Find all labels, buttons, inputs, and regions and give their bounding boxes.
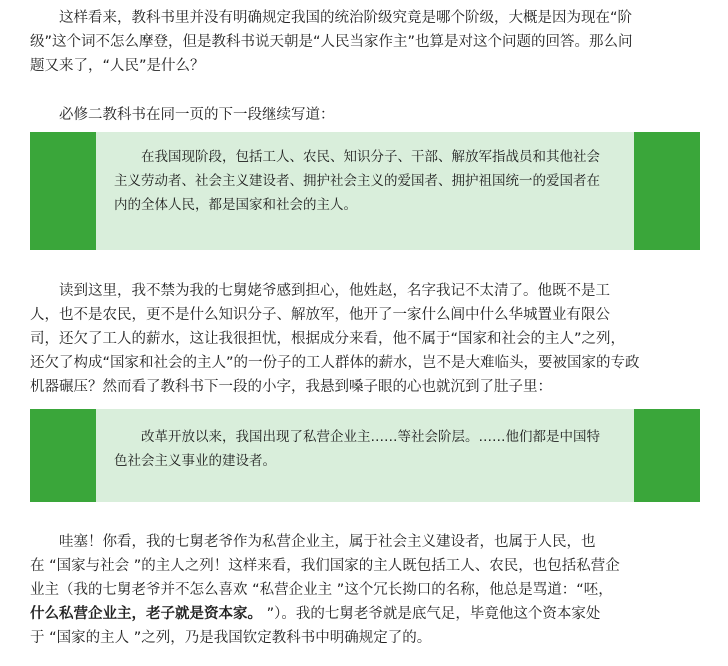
paragraph-line: 读到这里，我不禁为我的七舅姥爷感到担心，他姓赵，名字我记不太清了。他既不是工 bbox=[59, 283, 610, 299]
paragraph-4 bbox=[30, 530, 702, 650]
paragraph-3 bbox=[30, 279, 702, 399]
quote-right-bar bbox=[634, 409, 700, 502]
quote-block-1 bbox=[30, 132, 700, 250]
quote-line: 色社会主义事业的建设者。 bbox=[114, 453, 276, 469]
paragraph-line: 哇塞！你看，我的七舅老爷作为私营企业主，属于社会主义建设者，也属于人民，也 bbox=[59, 534, 596, 550]
quote-body bbox=[96, 132, 634, 250]
paragraph-1 bbox=[30, 6, 702, 78]
paragraph-line: 人，也不是农民，更不是什么知识分子、解放军，他开了一家什么阊中什么华城置业有限公 bbox=[30, 307, 610, 323]
paragraph-line: 题又来了，“人民”是什么？ bbox=[30, 58, 205, 74]
quote-line: 内的全体人民，都是国家和社会的主人。 bbox=[114, 197, 357, 213]
paragraph-line bbox=[30, 602, 702, 626]
paragraph-line: 必修二教科书在同一页的下一段继续写道： bbox=[59, 107, 335, 123]
quote-block-2 bbox=[30, 409, 700, 502]
quote-left-bar bbox=[30, 409, 96, 502]
paragraph-line: 在 “国家与社会 ”的主人之列！这样来看，我们国家的主人既包括工人、农民，也包括私营企 bbox=[30, 558, 620, 574]
paragraph-line: 于 “国家的主人 ”之列，乃是我国钦定教科书中明确规定了的。 bbox=[30, 630, 432, 646]
paragraph-line: 级”这个词不怎么摩登，但是教科书说天朝是“人民当家作主”也算是对这个问题的回答。那么问 bbox=[30, 34, 633, 50]
quote-line: 主义劳动者、社会主义建设者、拥护社会主义的爱国者、拥护祖国统一的爱国者在 bbox=[114, 173, 600, 189]
paragraph-text: ”）。我的七舅老爷就是底气足，毕竟他这个资本家处 bbox=[262, 606, 601, 622]
quote-line: 改革开放以来，我国出现了私营企业主……等社会阶层。……他们都是中国特 bbox=[141, 429, 600, 445]
quote-line: 在我国现阶段，包括工人、农民、知识分子、干部、解放军指战员和其他社会 bbox=[141, 149, 600, 165]
paragraph-line: 还欠了构成“国家和社会的主人”的一份子的工人群体的薪水，岂不是大难临头，要被国家的专政 bbox=[30, 355, 640, 371]
paragraph-line: 这样看来，教科书里并没有明确规定我国的统治阶级究竟是哪个阶级，大概是因为现在“阶 bbox=[59, 10, 633, 26]
paragraph-2 bbox=[30, 103, 702, 127]
paragraph-line: 业主（我的七舅老爷并不怎么喜欢 “私营企业主 ”这个冗长拗口的名称，他总是骂道：“呸， bbox=[30, 582, 613, 598]
quote-left-bar bbox=[30, 132, 96, 250]
paragraph-line: 司，还欠了工人的薪水，这让我很担忧，根据成分来看，他不属于“国家和社会的主人”之列， bbox=[30, 331, 626, 347]
paragraph-line: 机器碾压？然而看了教科书下一段的小字，我悬到嗓子眼的心也就沉到了肚子里： bbox=[30, 379, 552, 395]
quote-body bbox=[96, 409, 634, 502]
quote-right-bar bbox=[634, 132, 700, 250]
quoted-bold-text: 什么私营企业主，老子就是资本家。 bbox=[30, 606, 262, 622]
